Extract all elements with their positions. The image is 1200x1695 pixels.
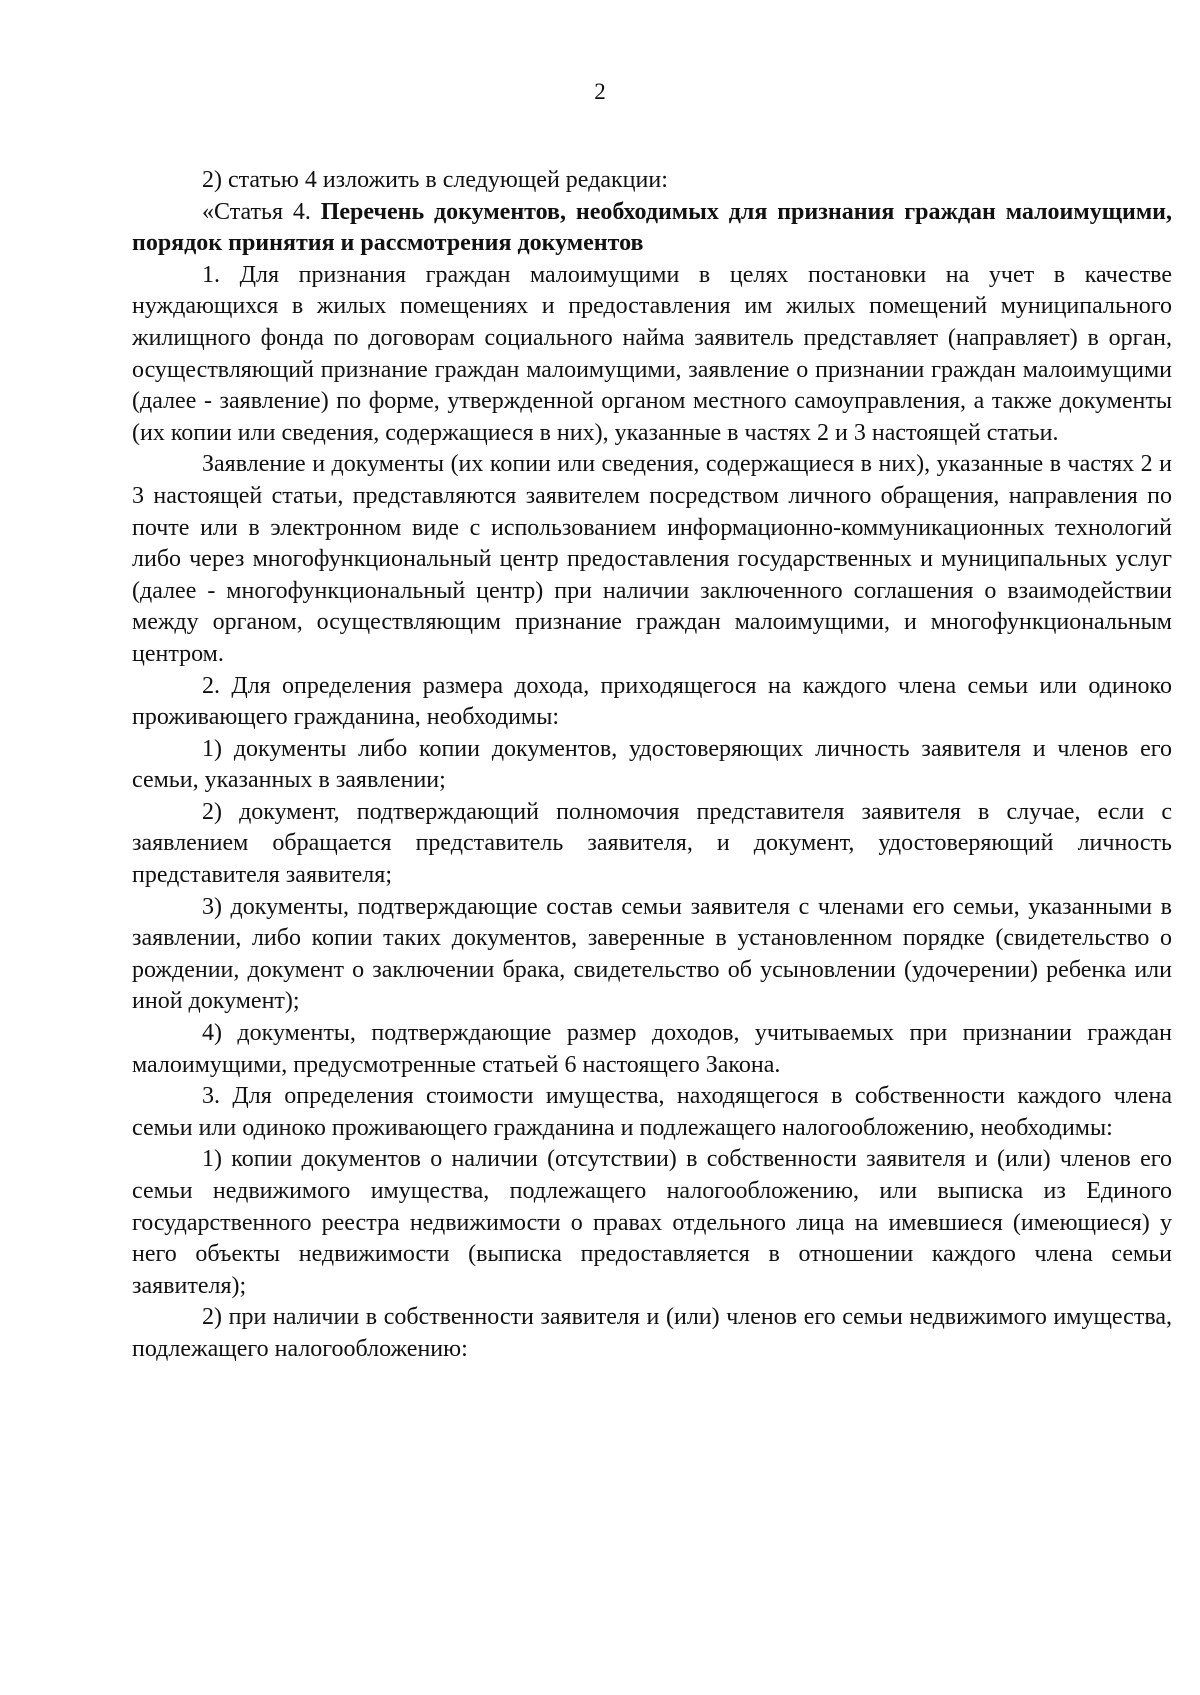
paragraph: 2. Для определения размера дохода, приходящегося на каждого члена семьи или одиноко проживающего гражданина, необходимы: [132, 672, 1172, 731]
list-item: 3) документы, подтверждающие состав семьи заявителя с членами его семьи, указанными в заявлении, либо копии таких документов, заверенные в установленном порядке (свидетельство о рождении, документ о заключении брака, свидетельство об усыновлении (удочерении) ребенка или иной документ); [132, 893, 1172, 1015]
paragraph: Заявление и документы (их копии или сведения, содержащиеся в них), указанные в частях 2 и 3 настоящей статьи, представляются заявителем посредством личного обращения, направления по почте или в электронном виде с использованием информационно-коммуникационных технологий либо через многофункциональный центр предоставления государственных и муниципальных услуг (далее - многофункциональный центр) при наличии заключенного соглашения о взаимодействии между органом, осуществляющим признание граждан малоимущими, и многофункциональным центром. [132, 451, 1172, 667]
paragraph: 3. Для определения стоимости имущества, находящегося в собственности каждого члена семьи или одиноко проживающего гражданина и подлежащего налогообложению, необходимы: [132, 1083, 1172, 1141]
intro-paragraph: 2) статью 4 изложить в следующей редакции: [202, 167, 668, 193]
paragraph: 1. Для признания граждан малоимущими в целях постановки на учет в качестве нуждающихся в жилых помещениях и предоставления им жилых помещений муниципального жилищного фонда по договорам социального найма заявитель представляет (направляет) в орган, осуществляющий признание граждан малоимущими, заявление о признании граждан малоимущими (далее - заявление) по форме, утвержденной органом местного самоуправления, а также документы (их копии или сведения, содержащиеся в них), указанные в частях 2 и 3 настоящей статьи. [132, 261, 1172, 446]
document-body [132, 165, 1172, 1366]
article-heading [132, 197, 1172, 260]
list-item: 1) документы либо копии документов, удостоверяющих личность заявителя и членов его семьи, указанных в заявлении; [132, 735, 1172, 794]
article-title: Перечень документов, необходимых для признания граждан малоимущими, порядок принятия и рассмотрения документов [132, 198, 1172, 257]
list-item: 1) копии документов о наличии (отсутствии) в собственности заявителя и (или) членов его семьи недвижимого имущества, подлежащего налогообложению, или выписка из Единого государственного реестра недвижимости о правах отдельного лица на имевшиеся (имеющиеся) у него объекты недвижимости (выписка предоставляется в отношении каждого члена семьи заявителя); [132, 1146, 1172, 1299]
list-item: 2) при наличии в собственности заявителя и (или) членов его семьи недвижимого имущества, подлежащего налогообложению: [132, 1304, 1172, 1362]
list-item: 2) документ, подтверждающий полномочия представителя заявителя в случае, если с заявлением обращается представитель заявителя, и документ, удостоверяющий личность представителя заявителя; [132, 798, 1172, 889]
page-number: 2 [594, 79, 606, 104]
list-item: 4) документы, подтверждающие размер доходов, учитываемых при признании граждан малоимущими, предусмотренные статьей 6 настоящего Закона. [132, 1020, 1172, 1078]
article-prefix: «Статья 4. [202, 198, 321, 225]
